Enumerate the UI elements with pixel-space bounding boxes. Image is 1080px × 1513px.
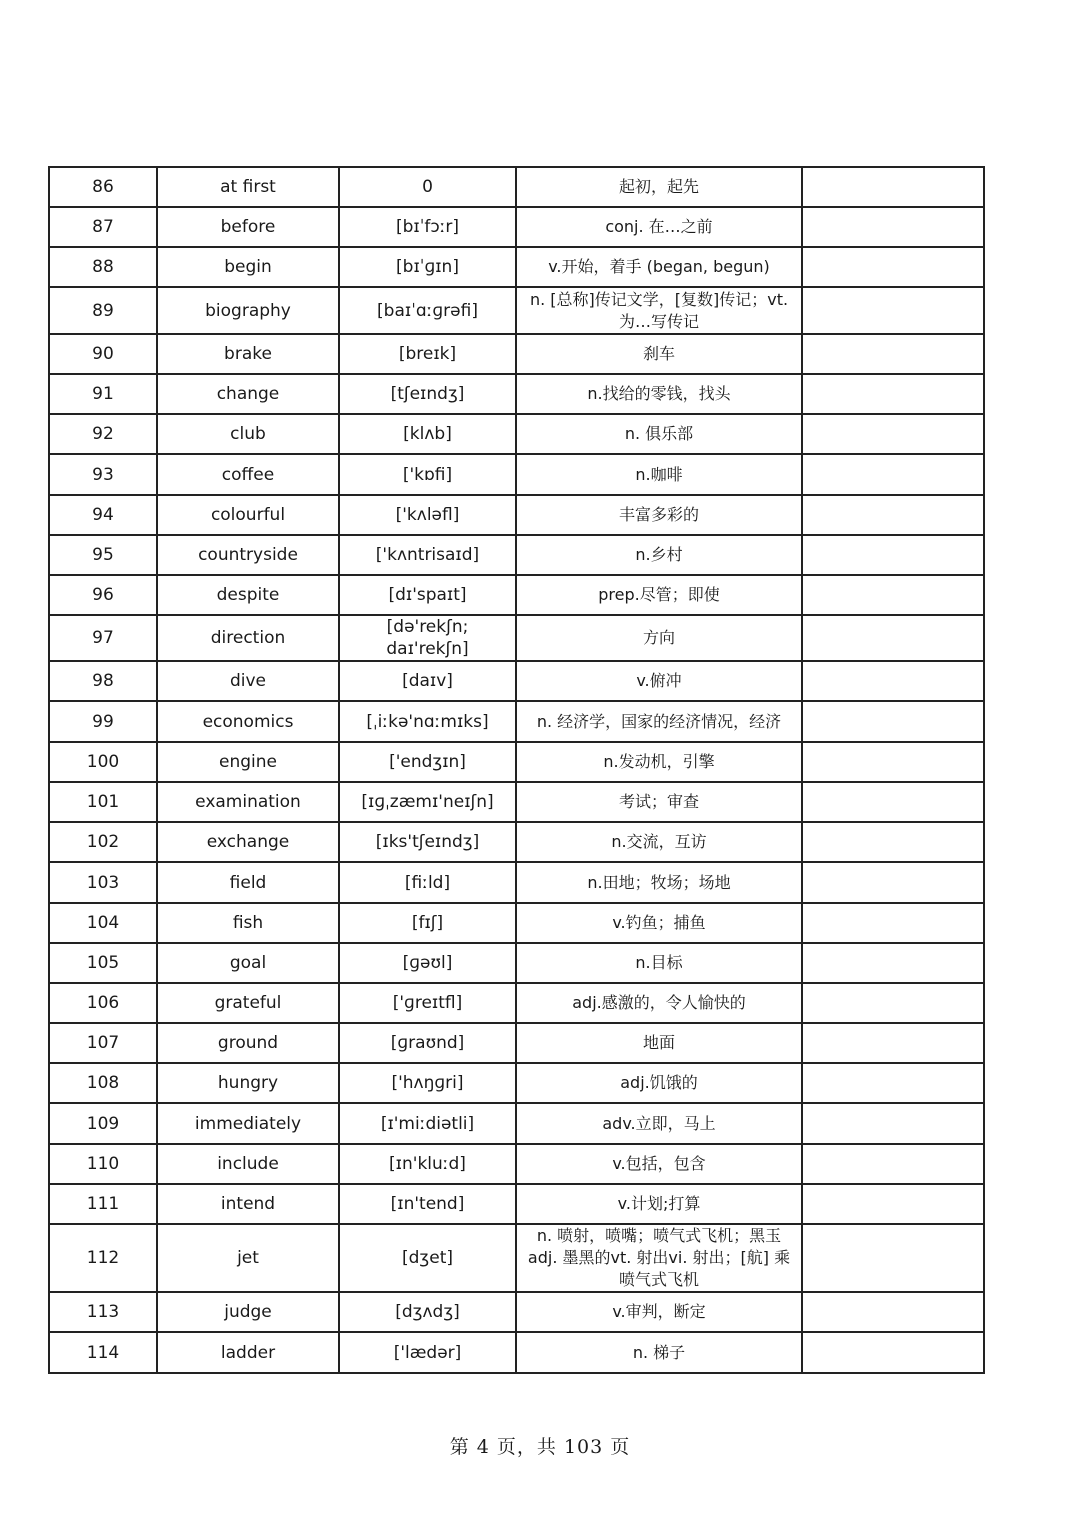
cell-word: intend xyxy=(157,1184,339,1224)
cell-meaning: v.开始，着手 (began, begun) xyxy=(516,247,802,287)
table-row xyxy=(49,1292,984,1332)
cell-number: 100 xyxy=(49,742,157,782)
table-row xyxy=(49,287,984,334)
table-row xyxy=(49,535,984,575)
cell-word: before xyxy=(157,207,339,247)
cell-word: goal xyxy=(157,943,339,983)
cell-note xyxy=(802,1023,984,1063)
cell-number: 95 xyxy=(49,535,157,575)
cell-note xyxy=(802,1103,984,1144)
cell-note xyxy=(802,454,984,495)
cell-note xyxy=(802,1144,984,1184)
cell-word: exchange xyxy=(157,822,339,862)
cell-number: 96 xyxy=(49,575,157,615)
cell-number: 108 xyxy=(49,1063,157,1103)
cell-meaning: n. 喷射，喷嘴；喷气式飞机；黑玉 adj. 墨黑的vt. 射出vi. 射出；[航] 乘喷气式飞机 xyxy=(516,1224,802,1292)
table-row xyxy=(49,374,984,414)
table-row xyxy=(49,1224,984,1292)
cell-note xyxy=(802,167,984,207)
cell-phonetic: [fɪʃ] xyxy=(339,903,516,943)
cell-phonetic: [ɡraʊnd] xyxy=(339,1023,516,1063)
cell-note xyxy=(802,862,984,903)
cell-meaning: 考试；审查 xyxy=(516,782,802,822)
cell-phonetic: ['kɒfi] xyxy=(339,454,516,495)
cell-number: 111 xyxy=(49,1184,157,1224)
table-row xyxy=(49,782,984,822)
cell-number: 98 xyxy=(49,661,157,701)
cell-number: 105 xyxy=(49,943,157,983)
cell-meaning: n.找给的零钱，找头 xyxy=(516,374,802,414)
cell-meaning: n. 经济学，国家的经济情况，经济 xyxy=(516,701,802,742)
cell-word: ladder xyxy=(157,1332,339,1373)
cell-note xyxy=(802,247,984,287)
cell-meaning: n.目标 xyxy=(516,943,802,983)
cell-word: countryside xyxy=(157,535,339,575)
cell-note xyxy=(802,822,984,862)
table-row xyxy=(49,661,984,701)
cell-meaning: 起初，起先 xyxy=(516,167,802,207)
cell-note xyxy=(802,207,984,247)
cell-note xyxy=(802,287,984,334)
cell-phonetic: [daɪv] xyxy=(339,661,516,701)
cell-word: club xyxy=(157,414,339,454)
cell-meaning: n.乡村 xyxy=(516,535,802,575)
cell-phonetic: ['lædər] xyxy=(339,1332,516,1373)
table-row xyxy=(49,701,984,742)
cell-phonetic: ['kʌləfl] xyxy=(339,495,516,535)
cell-word: coffee xyxy=(157,454,339,495)
cell-word: dive xyxy=(157,661,339,701)
cell-meaning: prep.尽管；即使 xyxy=(516,575,802,615)
cell-number: 87 xyxy=(49,207,157,247)
cell-note xyxy=(802,414,984,454)
table-row xyxy=(49,1332,984,1373)
table-row xyxy=(49,247,984,287)
cell-meaning: n. 俱乐部 xyxy=(516,414,802,454)
cell-phonetic: [klʌb] xyxy=(339,414,516,454)
cell-number: 101 xyxy=(49,782,157,822)
cell-note xyxy=(802,943,984,983)
cell-meaning: v.俯冲 xyxy=(516,661,802,701)
cell-phonetic: 0 xyxy=(339,167,516,207)
cell-word: include xyxy=(157,1144,339,1184)
table-row xyxy=(49,1144,984,1184)
cell-phonetic: [dʒʌdʒ] xyxy=(339,1292,516,1332)
table-row xyxy=(49,1063,984,1103)
cell-word: economics xyxy=(157,701,339,742)
cell-note xyxy=(802,615,984,661)
cell-meaning: v.包括，包含 xyxy=(516,1144,802,1184)
cell-phonetic: [tʃeɪndʒ] xyxy=(339,374,516,414)
cell-phonetic: [də'rekʃn; daɪ'rekʃn] xyxy=(339,615,516,661)
cell-word: fish xyxy=(157,903,339,943)
cell-number: 90 xyxy=(49,334,157,374)
cell-word: examination xyxy=(157,782,339,822)
cell-phonetic: [breɪk] xyxy=(339,334,516,374)
cell-meaning: v.计划;打算 xyxy=(516,1184,802,1224)
cell-number: 99 xyxy=(49,701,157,742)
cell-word: jet xyxy=(157,1224,339,1292)
cell-number: 112 xyxy=(49,1224,157,1292)
table-row xyxy=(49,1184,984,1224)
table-row xyxy=(49,943,984,983)
cell-meaning: 方向 xyxy=(516,615,802,661)
table-row xyxy=(49,167,984,207)
cell-meaning: v.钓鱼；捕鱼 xyxy=(516,903,802,943)
table-row xyxy=(49,1103,984,1144)
cell-word: direction xyxy=(157,615,339,661)
cell-meaning: adv.立即，马上 xyxy=(516,1103,802,1144)
page-footer: 第 4 页，共 103 页 xyxy=(449,1436,631,1458)
cell-word: ground xyxy=(157,1023,339,1063)
cell-meaning: 丰富多彩的 xyxy=(516,495,802,535)
cell-note xyxy=(802,903,984,943)
cell-number: 93 xyxy=(49,454,157,495)
table-row xyxy=(49,822,984,862)
cell-number: 104 xyxy=(49,903,157,943)
cell-number: 113 xyxy=(49,1292,157,1332)
cell-phonetic: [baɪˈɑːɡrəfi] xyxy=(339,287,516,334)
cell-phonetic: [dʒet] xyxy=(339,1224,516,1292)
table-row xyxy=(49,334,984,374)
cell-phonetic: [ɪ'miːdiətli] xyxy=(339,1103,516,1144)
cell-phonetic: ['hʌŋɡri] xyxy=(339,1063,516,1103)
cell-phonetic: ['kʌntrisaɪd] xyxy=(339,535,516,575)
cell-phonetic: [dɪ'spaɪt] xyxy=(339,575,516,615)
cell-phonetic: [bɪˈfɔːr] xyxy=(339,207,516,247)
cell-word: judge xyxy=(157,1292,339,1332)
table-row xyxy=(49,742,984,782)
cell-meaning: n.发动机，引擎 xyxy=(516,742,802,782)
cell-word: engine xyxy=(157,742,339,782)
cell-note xyxy=(802,334,984,374)
cell-note xyxy=(802,1224,984,1292)
cell-word: field xyxy=(157,862,339,903)
cell-phonetic: [ɪks'tʃeɪndʒ] xyxy=(339,822,516,862)
cell-note xyxy=(802,495,984,535)
cell-meaning: n.交流，互访 xyxy=(516,822,802,862)
cell-meaning: n.田地；牧场；场地 xyxy=(516,862,802,903)
cell-phonetic: ['ɡreɪtfl] xyxy=(339,983,516,1023)
cell-phonetic: [ɪn'tend] xyxy=(339,1184,516,1224)
cell-note xyxy=(802,374,984,414)
cell-number: 94 xyxy=(49,495,157,535)
cell-meaning: conj. 在…之前 xyxy=(516,207,802,247)
cell-word: immediately xyxy=(157,1103,339,1144)
cell-number: 89 xyxy=(49,287,157,334)
cell-note xyxy=(802,1332,984,1373)
table-row xyxy=(49,903,984,943)
cell-note xyxy=(802,742,984,782)
cell-meaning: 地面 xyxy=(516,1023,802,1063)
cell-number: 86 xyxy=(49,167,157,207)
cell-number: 114 xyxy=(49,1332,157,1373)
cell-phonetic: [ɡəʊl] xyxy=(339,943,516,983)
cell-number: 88 xyxy=(49,247,157,287)
table-row xyxy=(49,575,984,615)
cell-meaning: v.审判，断定 xyxy=(516,1292,802,1332)
cell-meaning: n.咖啡 xyxy=(516,454,802,495)
cell-word: despite xyxy=(157,575,339,615)
cell-note xyxy=(802,661,984,701)
cell-word: hungry xyxy=(157,1063,339,1103)
cell-phonetic: [fiːld] xyxy=(339,862,516,903)
cell-note xyxy=(802,701,984,742)
cell-number: 102 xyxy=(49,822,157,862)
cell-number: 103 xyxy=(49,862,157,903)
cell-note xyxy=(802,983,984,1023)
cell-note xyxy=(802,1063,984,1103)
cell-word: begin xyxy=(157,247,339,287)
cell-note xyxy=(802,1184,984,1224)
table-row xyxy=(49,615,984,661)
cell-phonetic: [ɪɡˌzæmɪ'neɪʃn] xyxy=(339,782,516,822)
cell-meaning: 刹车 xyxy=(516,334,802,374)
cell-number: 106 xyxy=(49,983,157,1023)
table-row xyxy=(49,414,984,454)
vocabulary-table xyxy=(48,166,985,1374)
cell-meaning: n. 梯子 xyxy=(516,1332,802,1373)
vocabulary-table-body xyxy=(49,167,984,1373)
table-row xyxy=(49,862,984,903)
cell-phonetic: ['endʒɪn] xyxy=(339,742,516,782)
cell-number: 107 xyxy=(49,1023,157,1063)
cell-note xyxy=(802,782,984,822)
cell-meaning: n. [总称]传记文学，[复数]传记；vt. 为…写传记 xyxy=(516,287,802,334)
cell-number: 109 xyxy=(49,1103,157,1144)
cell-phonetic: [bɪˈɡɪn] xyxy=(339,247,516,287)
cell-word: brake xyxy=(157,334,339,374)
cell-phonetic: [ɪn'kluːd] xyxy=(339,1144,516,1184)
cell-word: colourful xyxy=(157,495,339,535)
cell-note xyxy=(802,1292,984,1332)
table-row xyxy=(49,454,984,495)
cell-word: biography xyxy=(157,287,339,334)
cell-word: grateful xyxy=(157,983,339,1023)
table-row xyxy=(49,1023,984,1063)
cell-number: 110 xyxy=(49,1144,157,1184)
cell-note xyxy=(802,535,984,575)
cell-number: 91 xyxy=(49,374,157,414)
table-row xyxy=(49,495,984,535)
table-row xyxy=(49,207,984,247)
cell-number: 97 xyxy=(49,615,157,661)
cell-note xyxy=(802,575,984,615)
cell-number: 92 xyxy=(49,414,157,454)
cell-meaning: adj.饥饿的 xyxy=(516,1063,802,1103)
cell-word: change xyxy=(157,374,339,414)
cell-phonetic: [ˌiːkə'nɑːmɪks] xyxy=(339,701,516,742)
cell-meaning: adj.感激的，令人愉快的 xyxy=(516,983,802,1023)
table-row xyxy=(49,983,984,1023)
cell-word: at first xyxy=(157,167,339,207)
